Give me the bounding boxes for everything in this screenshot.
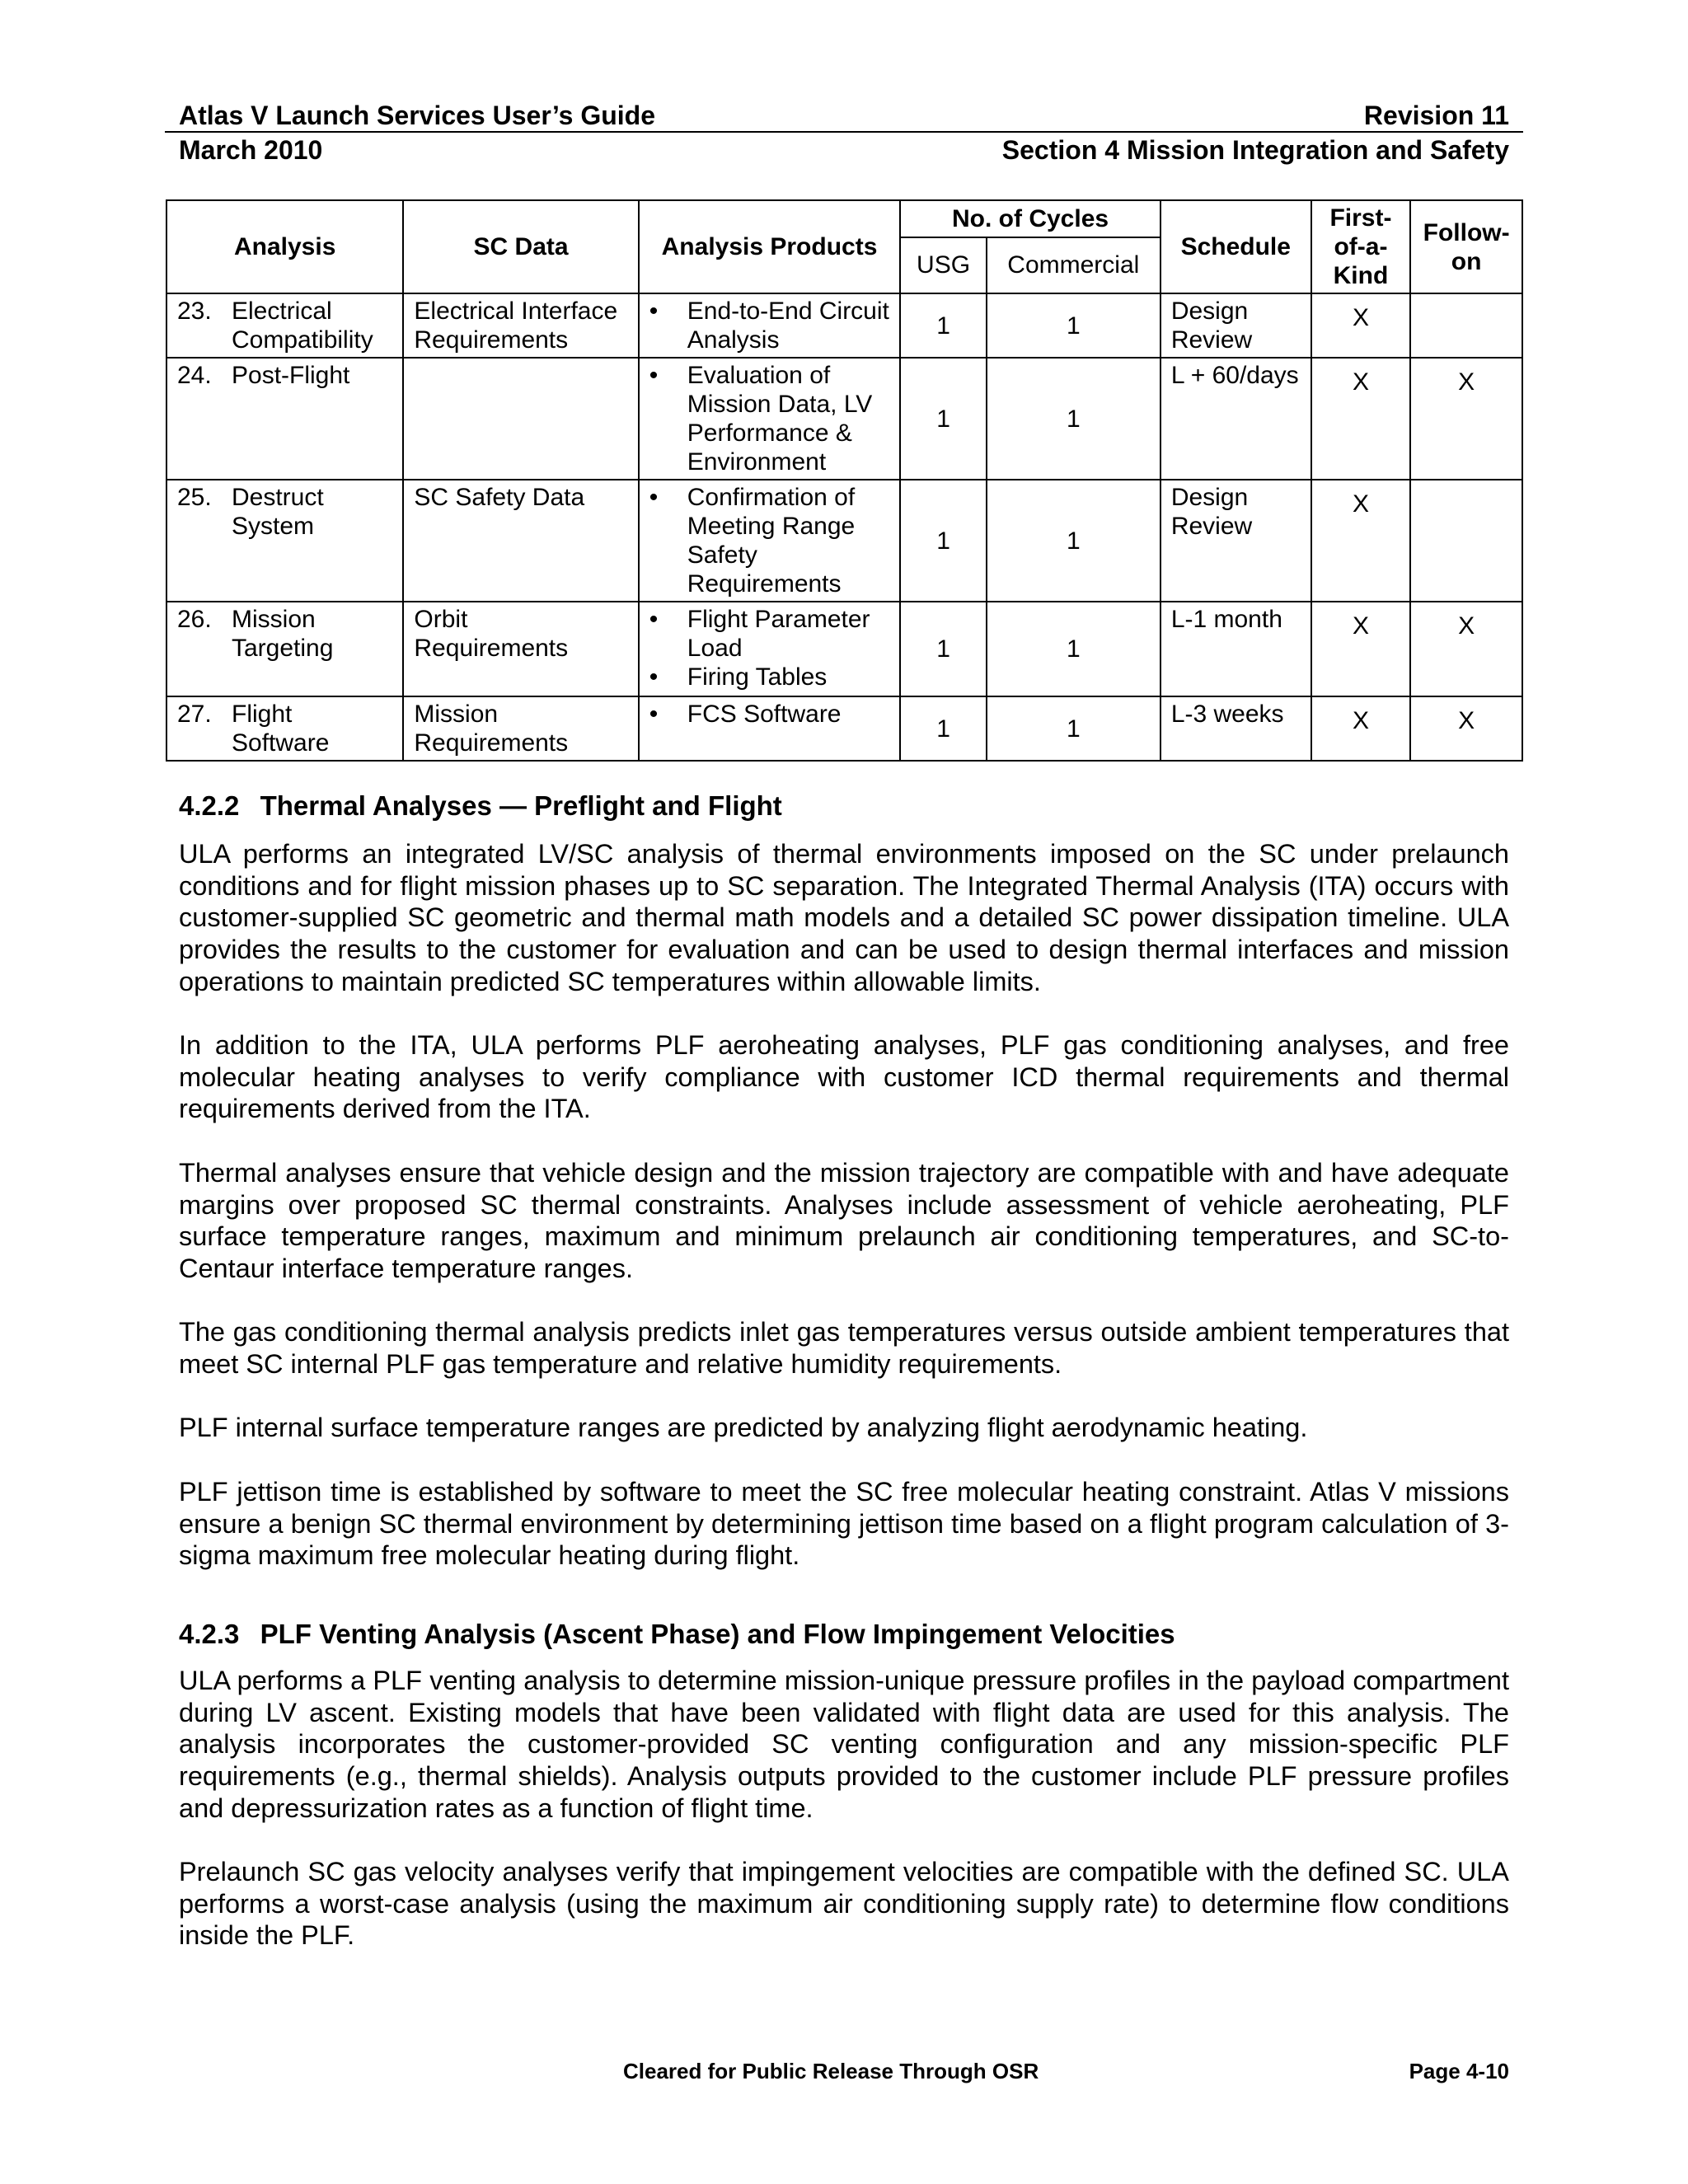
analysis-name: Destruct System	[232, 484, 324, 540]
header-first-of-a-kind: First-of-a-Kind	[1311, 200, 1411, 293]
section-title: Thermal Analyses — Preflight and Flight	[260, 790, 782, 821]
cell-follow-on	[1410, 293, 1522, 358]
checkmark-x: X	[1458, 707, 1475, 734]
section-number: 4.2.2	[179, 790, 240, 821]
checkmark-x: X	[1458, 612, 1475, 640]
cell-commercial: 1	[987, 602, 1160, 696]
product-item	[649, 700, 890, 729]
product-item	[649, 605, 890, 663]
row-number: 27.	[177, 701, 212, 728]
cell-analysis	[166, 293, 403, 358]
document-title: Atlas V Launch Services User’s Guide	[179, 101, 656, 130]
header-rule	[165, 131, 1523, 133]
bullet: •	[649, 362, 659, 389]
row-number: 26.	[177, 606, 212, 633]
cell-analysis	[166, 358, 403, 480]
header-analysis-products: Analysis Products	[639, 200, 901, 293]
cell-sc-data: Orbit Requirements	[403, 602, 638, 696]
cell-follow-on	[1410, 480, 1522, 602]
section-heading-4-2-2	[179, 790, 782, 823]
product-item	[649, 361, 890, 476]
cell-commercial: 1	[987, 480, 1160, 602]
cell-first-of-a-kind	[1311, 358, 1411, 480]
cell-commercial: 1	[987, 696, 1160, 761]
cell-first-of-a-kind	[1311, 480, 1411, 602]
cell-usg: 1	[900, 293, 987, 358]
bullet: •	[649, 701, 659, 728]
bullet: •	[649, 606, 659, 633]
cell-follow-on	[1410, 696, 1522, 761]
checkmark-x: X	[1352, 304, 1369, 331]
analysis-name: Flight Software	[232, 701, 330, 757]
page-number: Page 4-10	[1409, 2059, 1509, 2083]
product-item	[649, 297, 890, 354]
cell-schedule: L-1 month	[1160, 602, 1311, 696]
header-commercial: Commercial	[987, 237, 1160, 293]
table-row	[166, 358, 1522, 480]
row-number: 23.	[177, 298, 212, 325]
cell-sc-data: Electrical Interface Requirements	[403, 293, 638, 358]
cell-usg: 1	[900, 602, 987, 696]
paragraph: The gas conditioning thermal analysis predicts inlet gas temperatures versus outside ambient temperatures that meet SC internal PLF gas temperature and relative humidity requirements.	[179, 1317, 1509, 1379]
cell-usg: 1	[900, 358, 987, 480]
cell-usg: 1	[900, 696, 987, 761]
header-sc-data: SC Data	[403, 200, 638, 293]
release-notice: Cleared for Public Release Through OSR	[623, 2059, 1039, 2083]
section-heading-4-2-3	[179, 1618, 1175, 1651]
checkmark-x: X	[1352, 612, 1369, 640]
header-follow-on: Follow-on	[1410, 200, 1522, 293]
revision-label: Revision 11	[1363, 101, 1509, 130]
paragraph: ULA performs a PLF venting analysis to determine mission-unique pressure profiles in the payload compartment during LV ascent. Existing models that have been validated with flight data are used for this analysis. The analysis incorporates the customer-provided SC venting configuration and any mission-specific PLF requirements (e.g., thermal shields). Analysis outputs provided to the customer include PLF pressure profiles and depressurization rates as a function of flight time.	[179, 1666, 1509, 1823]
row-number: 24.	[177, 362, 212, 389]
bullet: •	[649, 663, 659, 691]
cell-schedule: L-3 weeks	[1160, 696, 1311, 761]
paragraph: PLF jettison time is established by software to meet the SC free molecular heating constraint. Atlas V missions ensure a benign SC thermal environment by determining jettison time based on a flight program calculation of 3-sigma maximum free molecular heating during flight.	[179, 1477, 1509, 1571]
section-number: 4.2.3	[179, 1619, 240, 1649]
cell-analysis	[166, 696, 403, 761]
product-text: Firing Tables	[687, 663, 828, 691]
cell-analysis-products	[639, 293, 901, 358]
header-schedule: Schedule	[1160, 200, 1311, 293]
analysis-table	[166, 199, 1523, 762]
product-item	[649, 663, 890, 691]
bullet: •	[649, 484, 659, 511]
analysis-name: Electrical Compatibility	[232, 298, 373, 354]
cell-follow-on	[1410, 358, 1522, 480]
cell-analysis-products	[639, 480, 901, 602]
section-label: Section 4 Mission Integration and Safety	[1001, 135, 1509, 165]
analysis-name: Post-Flight	[232, 362, 350, 389]
cell-commercial: 1	[987, 293, 1160, 358]
cell-follow-on	[1410, 602, 1522, 696]
checkmark-x: X	[1458, 368, 1475, 396]
product-text: Confirmation of Meeting Range Safety Requirements	[687, 484, 856, 598]
paragraph: ULA performs an integrated LV/SC analysis of thermal environments imposed on the SC under prelaunch conditions and for flight mission phases up to SC separation. The Integrated Thermal Analysis (ITA) occurs with customer-supplied SC geometric and thermal math models and a detailed SC power dissipation timeline. ULA provides the results to the customer for evaluation and can be used to design thermal interfaces and mission operations to maintain predicted SC temperatures within allowable limits.	[179, 839, 1509, 996]
table-row	[166, 293, 1522, 358]
document-date: March 2010	[179, 135, 323, 165]
paragraph: Prelaunch SC gas velocity analyses verify that impingement velocities are compatible with the defined SC. ULA performs a worst-case analysis (using the maximum air conditioning supply rate) to determine flow conditions inside the PLF.	[179, 1857, 1509, 1951]
row-number: 25.	[177, 484, 212, 511]
cell-schedule: Design Review	[1160, 480, 1311, 602]
cell-analysis	[166, 602, 403, 696]
analysis-name: Mission Targeting	[232, 606, 334, 662]
cell-sc-data: SC Safety Data	[403, 480, 638, 602]
table-row	[166, 602, 1522, 696]
header-analysis: Analysis	[166, 200, 403, 293]
checkmark-x: X	[1352, 490, 1369, 518]
header-usg: USG	[900, 237, 987, 293]
bullet: •	[649, 298, 659, 325]
header-no-of-cycles: No. of Cycles	[900, 200, 1160, 237]
cell-sc-data: Mission Requirements	[403, 696, 638, 761]
product-text: End-to-End Circuit Analysis	[687, 298, 889, 354]
paragraph: PLF internal surface temperature ranges are predicted by analyzing flight aerodynamic heating.	[179, 1413, 1308, 1442]
table-row	[166, 696, 1522, 761]
product-text: Evaluation of Mission Data, LV Performance & Environment	[687, 362, 873, 476]
cell-schedule: L + 60/days	[1160, 358, 1311, 480]
cell-usg: 1	[900, 480, 987, 602]
cell-analysis	[166, 480, 403, 602]
table-row	[166, 480, 1522, 602]
cell-first-of-a-kind	[1311, 293, 1411, 358]
cell-sc-data	[403, 358, 638, 480]
product-text: FCS Software	[687, 701, 842, 728]
cell-commercial: 1	[987, 358, 1160, 480]
section-title: PLF Venting Analysis (Ascent Phase) and Flow Impingement Velocities	[260, 1619, 1175, 1649]
product-text: Flight Parameter Load	[687, 606, 870, 662]
checkmark-x: X	[1352, 707, 1369, 734]
cell-analysis-products	[639, 696, 901, 761]
cell-analysis-products	[639, 358, 901, 480]
cell-first-of-a-kind	[1311, 696, 1411, 761]
checkmark-x: X	[1352, 368, 1369, 396]
cell-first-of-a-kind	[1311, 602, 1411, 696]
cell-analysis-products	[639, 602, 901, 696]
product-item	[649, 483, 890, 598]
cell-schedule: Design Review	[1160, 293, 1311, 358]
paragraph: Thermal analyses ensure that vehicle design and the mission trajectory are compatible with and have adequate margins over proposed SC thermal constraints. Analyses include assessment of vehicle aeroheating, PLF surface temperature ranges, maximum and minimum prelaunch air conditioning temperatures, and SC-to-Centaur interface temperature ranges.	[179, 1158, 1509, 1284]
paragraph: In addition to the ITA, ULA performs PLF aeroheating analyses, PLF gas conditioning analyses, and free molecular heating analyses to verify compliance with customer ICD thermal requirements and thermal requirements derived from the ITA.	[179, 1030, 1509, 1124]
